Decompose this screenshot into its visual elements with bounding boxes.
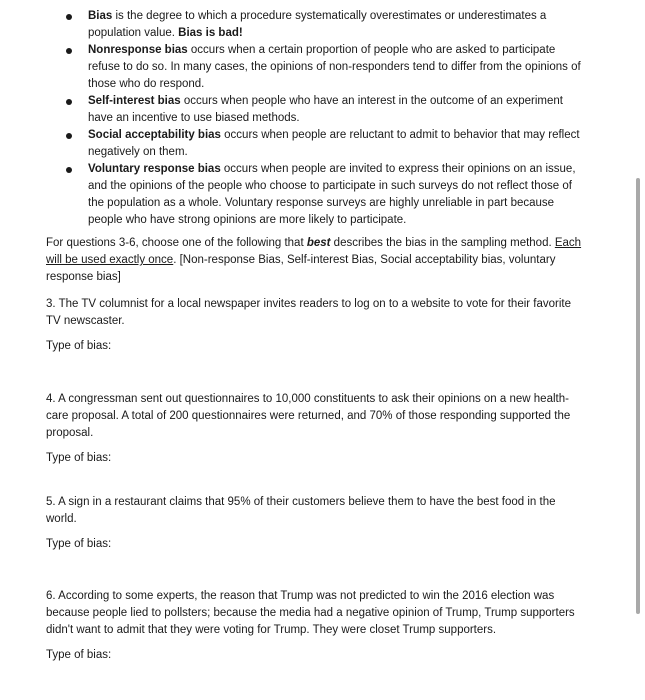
- emphasis-best: best: [306, 237, 331, 249]
- bullet-term: Nonresponse bias: [88, 44, 188, 56]
- bullet-dot-icon: [66, 14, 72, 20]
- bullet-text: is the degree to which a procedure systematically overestimates or underestimates a population value.: [88, 10, 547, 39]
- question-3: 3. The TV columnist for a local newspaper invites readers to log on to a website to vote for their favorite TV newscaster.: [46, 298, 572, 327]
- instructions: For questions 3-6, choose one of the following that best describes the bias in the sampling method. Each will be used exactly once. [Non-response Bias, Self-interest Bias, Social acceptability bias, voluntary response bias]: [46, 237, 582, 283]
- bullet-bias: [46, 8, 588, 42]
- type-of-bias-label: Type of bias:: [46, 340, 112, 352]
- bullet-term: Bias: [88, 10, 113, 22]
- type-of-bias-label: Type of bias:: [46, 452, 112, 464]
- bullet-text: occurs when people who have an interest in the outcome of an experiment have an incentive to use biased methods.: [88, 95, 563, 124]
- vertical-scrollbar[interactable]: [636, 178, 640, 614]
- bullet-dot-icon: [66, 167, 72, 173]
- bullet-emphasis: Bias is bad!: [178, 27, 243, 39]
- bullet-self-interest-bias: [46, 93, 588, 127]
- bullet-dot-icon: [66, 99, 72, 105]
- type-of-bias-label: Type of bias:: [46, 538, 112, 550]
- question-4: 4. A congressman sent out questionnaires to 10,000 constituents to ask their opinions on a new health-care proposal. A total of 200 questionnaires were returned, and 70% of those responding supported the proposal.: [46, 393, 571, 439]
- bullet-term: Voluntary response bias: [88, 163, 221, 175]
- bullet-text: occurs when people are invited to express their opinions on an issue, and the opinions of the people who choose to participate in such surveys do not reflect those of the population as a whole. Voluntary response surveys are highly unreliable in part because people who have strong opinions are more likely to participate.: [88, 163, 576, 226]
- question-6: 6. According to some experts, the reason that Trump was not predicted to win the 2016 election was because people lied to pollsters; because the media had a negative opinion of Trump, Trump supporters didn't want to admit that they were voting for Trump. They were closet Trump supporters.: [46, 590, 575, 636]
- bullet-voluntary-response-bias: [46, 161, 588, 229]
- document-body: [46, 8, 588, 664]
- bullet-term: Social acceptability bias: [88, 129, 221, 141]
- question-5: 5. A sign in a restaurant claims that 95% of their customers believe them to have the best food in the world.: [46, 496, 556, 525]
- bullet-nonresponse-bias: [46, 42, 588, 93]
- bullet-dot-icon: [66, 133, 72, 139]
- underlined-text: Each will be used exactly once: [46, 237, 582, 266]
- type-of-bias-label: Type of bias:: [46, 649, 112, 661]
- bullet-text: occurs when people are reluctant to admit to behavior that may reflect negatively on them.: [88, 129, 580, 158]
- bullet-text: occurs when a certain proportion of people who are asked to participate refuse to do so. In many cases, the opinions of non-responders tend to differ from the opinions of those who do respond.: [88, 44, 581, 90]
- bullet-term: Self-interest bias: [88, 95, 181, 107]
- bias-definitions-list: [46, 8, 588, 229]
- bullet-dot-icon: [66, 48, 72, 54]
- bullet-social-acceptability-bias: [46, 127, 588, 161]
